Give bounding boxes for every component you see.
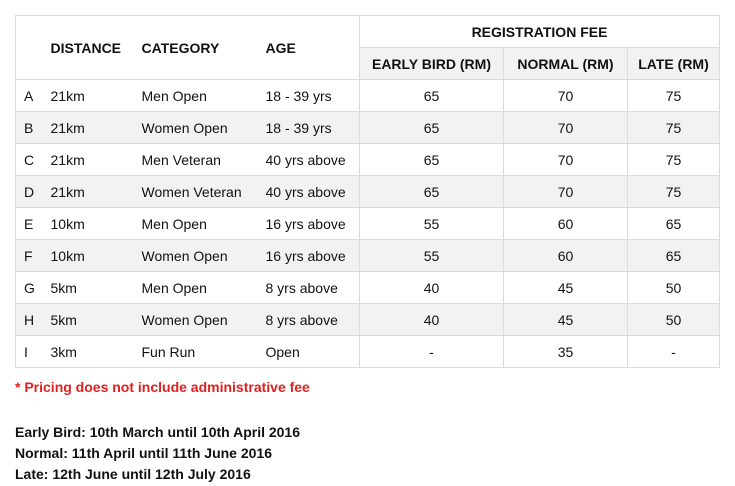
- cell-distance: 21km: [43, 176, 134, 208]
- cell-category: Men Open: [134, 272, 258, 304]
- cell-late: 75: [628, 80, 720, 112]
- early-bird-period: Early Bird: 10th March until 10th April 2016: [15, 424, 301, 440]
- cell-category: Women Open: [134, 112, 258, 144]
- cell-category: Men Open: [134, 208, 258, 240]
- cell-normal: 45: [504, 304, 628, 336]
- cell-early-bird: 65: [360, 176, 504, 208]
- header-normal: NORMAL (RM): [504, 48, 628, 80]
- date-periods: [15, 422, 300, 485]
- table-row: [16, 144, 720, 176]
- cell-distance: 5km: [43, 304, 134, 336]
- cell-normal: 70: [504, 112, 628, 144]
- cell-category: Women Open: [134, 240, 258, 272]
- cell-distance: 21km: [43, 80, 134, 112]
- table-row: [16, 208, 720, 240]
- pricing-note: * Pricing does not include administrative fee: [15, 379, 310, 395]
- cell-normal: 60: [504, 208, 628, 240]
- cell-id: D: [16, 176, 43, 208]
- cell-id: E: [16, 208, 43, 240]
- cell-normal: 60: [504, 240, 628, 272]
- cell-id: G: [16, 272, 43, 304]
- table-row: [16, 336, 720, 368]
- cell-early-bird: 40: [360, 304, 504, 336]
- cell-age: 18 - 39 yrs: [258, 80, 360, 112]
- cell-category: Men Open: [134, 80, 258, 112]
- header-distance: DISTANCE: [43, 16, 134, 80]
- table-row: [16, 112, 720, 144]
- header-early-bird: EARLY BIRD (RM): [360, 48, 504, 80]
- table-row: [16, 240, 720, 272]
- registration-fee-table: [15, 15, 720, 368]
- cell-late: 50: [628, 304, 720, 336]
- cell-distance: 21km: [43, 112, 134, 144]
- cell-early-bird: 65: [360, 80, 504, 112]
- cell-age: 40 yrs above: [258, 144, 360, 176]
- late-period: Late: 12th June until 12th July 2016: [15, 466, 251, 482]
- cell-early-bird: 55: [360, 240, 504, 272]
- cell-late: 75: [628, 112, 720, 144]
- header-category: CATEGORY: [134, 16, 258, 80]
- cell-distance: 3km: [43, 336, 134, 368]
- cell-category: Men Veteran: [134, 144, 258, 176]
- cell-age: 40 yrs above: [258, 176, 360, 208]
- header-id: [16, 16, 43, 80]
- cell-distance: 5km: [43, 272, 134, 304]
- cell-late: 65: [628, 208, 720, 240]
- header-late: LATE (RM): [628, 48, 720, 80]
- cell-age: 16 yrs above: [258, 240, 360, 272]
- cell-category: Women Open: [134, 304, 258, 336]
- cell-category: Women Veteran: [134, 176, 258, 208]
- cell-early-bird: 65: [360, 144, 504, 176]
- table-row: [16, 176, 720, 208]
- cell-age: 16 yrs above: [258, 208, 360, 240]
- cell-id: C: [16, 144, 43, 176]
- table-row: [16, 304, 720, 336]
- cell-id: B: [16, 112, 43, 144]
- cell-early-bird: 40: [360, 272, 504, 304]
- header-registration-fee: REGISTRATION FEE: [360, 16, 720, 48]
- header-age: AGE: [258, 16, 360, 80]
- cell-distance: 21km: [43, 144, 134, 176]
- cell-age: Open: [258, 336, 360, 368]
- cell-age: 18 - 39 yrs: [258, 112, 360, 144]
- cell-id: F: [16, 240, 43, 272]
- cell-id: A: [16, 80, 43, 112]
- cell-age: 8 yrs above: [258, 304, 360, 336]
- cell-distance: 10km: [43, 240, 134, 272]
- cell-normal: 70: [504, 144, 628, 176]
- cell-early-bird: -: [360, 336, 504, 368]
- cell-early-bird: 55: [360, 208, 504, 240]
- cell-late: 75: [628, 144, 720, 176]
- table-header: [16, 16, 720, 80]
- cell-age: 8 yrs above: [258, 272, 360, 304]
- cell-category: Fun Run: [134, 336, 258, 368]
- table-body: [16, 80, 720, 368]
- cell-id: H: [16, 304, 43, 336]
- table-row: [16, 80, 720, 112]
- cell-late: 65: [628, 240, 720, 272]
- cell-late: -: [628, 336, 720, 368]
- cell-id: I: [16, 336, 43, 368]
- cell-late: 50: [628, 272, 720, 304]
- cell-early-bird: 65: [360, 112, 504, 144]
- cell-distance: 10km: [43, 208, 134, 240]
- normal-period: Normal: 11th April until 11th June 2016: [15, 445, 272, 461]
- cell-late: 75: [628, 176, 720, 208]
- cell-normal: 70: [504, 80, 628, 112]
- cell-normal: 70: [504, 176, 628, 208]
- cell-normal: 35: [504, 336, 628, 368]
- table-row: [16, 272, 720, 304]
- cell-normal: 45: [504, 272, 628, 304]
